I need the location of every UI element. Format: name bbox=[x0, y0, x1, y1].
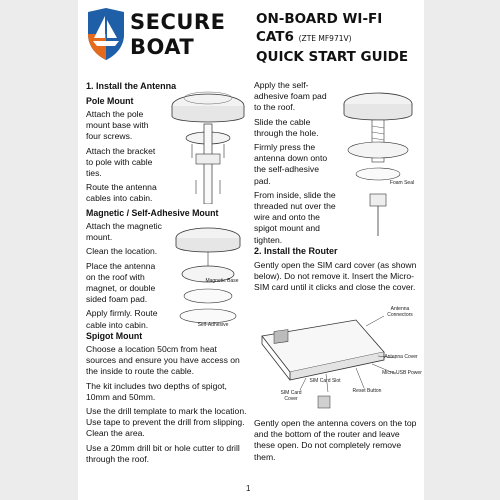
paragraph: Place the antenna on the roof with magnet, or double sided foam pad. bbox=[86, 260, 156, 305]
model-number: (ZTE MF971V) bbox=[298, 34, 352, 43]
paragraph: Apply firmly. Route cable into cabin. bbox=[86, 308, 158, 330]
spigot-mount-diagram bbox=[338, 86, 420, 236]
sim-slot-label: SIM Card Slot bbox=[309, 378, 341, 384]
section-heading: 2. Install the Router bbox=[254, 246, 338, 256]
reset-button-label: Reset Button bbox=[352, 388, 382, 394]
magnetic-mount-illustration bbox=[166, 222, 248, 330]
document-page bbox=[78, 0, 424, 500]
magnetic-mount-diagram bbox=[166, 222, 248, 330]
paragraph: Gently open the SIM card cover (as shown below). Do not remove it. Insert the Micro-SIM card until it clicks and close the cover. bbox=[254, 260, 417, 293]
router-diagram bbox=[256, 306, 422, 416]
install-router-section bbox=[254, 245, 420, 297]
router-closing-instructions bbox=[254, 418, 420, 466]
page-number: 1 bbox=[246, 484, 251, 493]
paragraph: Attach the bracket to pole with cable ties. bbox=[86, 145, 156, 179]
pole-mount-illustration bbox=[166, 84, 248, 204]
guide-title: ON-BOARD WI-FI CAT6 (ZTE MF971V) QUICK START GUIDE bbox=[256, 11, 409, 65]
paragraph: Use a 20mm drill bit or hole cutter to drill through the roof. bbox=[86, 442, 240, 464]
paragraph: Attach the pole mount base with four screws. bbox=[86, 109, 149, 142]
antenna-connectors-label: Antenna Connectors bbox=[387, 306, 413, 318]
spigot-mount-section bbox=[86, 330, 248, 468]
antenna-cover-label: Antenna Cover bbox=[384, 354, 418, 360]
paragraph: Attach the magnetic mount. bbox=[86, 221, 162, 243]
paragraph: Firmly press the antenna down onto the self-adhesive pad. bbox=[254, 142, 328, 186]
subsection-heading: Magnetic / Self-Adhesive Mount bbox=[86, 208, 219, 218]
paragraph: Clean the location. bbox=[86, 246, 158, 257]
shield-logo-icon bbox=[86, 8, 126, 60]
paragraph: Apply the self-adhesive foam pad to the roof. bbox=[254, 80, 327, 113]
subsection-heading: Pole Mount bbox=[86, 96, 134, 106]
paragraph: Route the antenna cables into cabin. bbox=[86, 182, 157, 204]
paragraph: Use the drill template to mark the location. Use tape to prevent the drill from slipping. Clean the area. bbox=[86, 406, 247, 439]
paragraph: Choose a location 50cm from heat sources and ensure you have access on the inside to route the cable. bbox=[86, 344, 240, 377]
self-adhesive-label: Self-Adhesive bbox=[197, 322, 229, 328]
sim-cover-label: SIM Card Cover bbox=[280, 390, 302, 402]
section-heading: 1. Install the Antenna bbox=[86, 81, 177, 91]
paragraph: From inside, slide the threaded nut over the wire and onto the spigot mount and tighten. bbox=[254, 189, 336, 245]
micro-usb-label: Micro-USB Power bbox=[382, 370, 422, 376]
subsection-heading: Spigot Mount bbox=[86, 331, 143, 341]
magnetic-base-label: Magnetic Base bbox=[205, 278, 239, 284]
pole-mount-diagram bbox=[166, 84, 248, 204]
paragraph: Slide the cable through the hole. bbox=[254, 116, 319, 138]
foam-seal-label: Foam Seal bbox=[389, 180, 415, 186]
brand-logo bbox=[86, 8, 246, 68]
paragraph: Gently open the antenna covers on the top and the bottom of the router and leave these open. Do not completely remove them. bbox=[254, 418, 417, 462]
spigot-mount-illustration bbox=[338, 86, 420, 236]
brand-name: SECURE BOAT bbox=[130, 10, 226, 59]
paragraph: The kit includes two depths of spigot, 10mm and 50mm. bbox=[86, 380, 227, 402]
